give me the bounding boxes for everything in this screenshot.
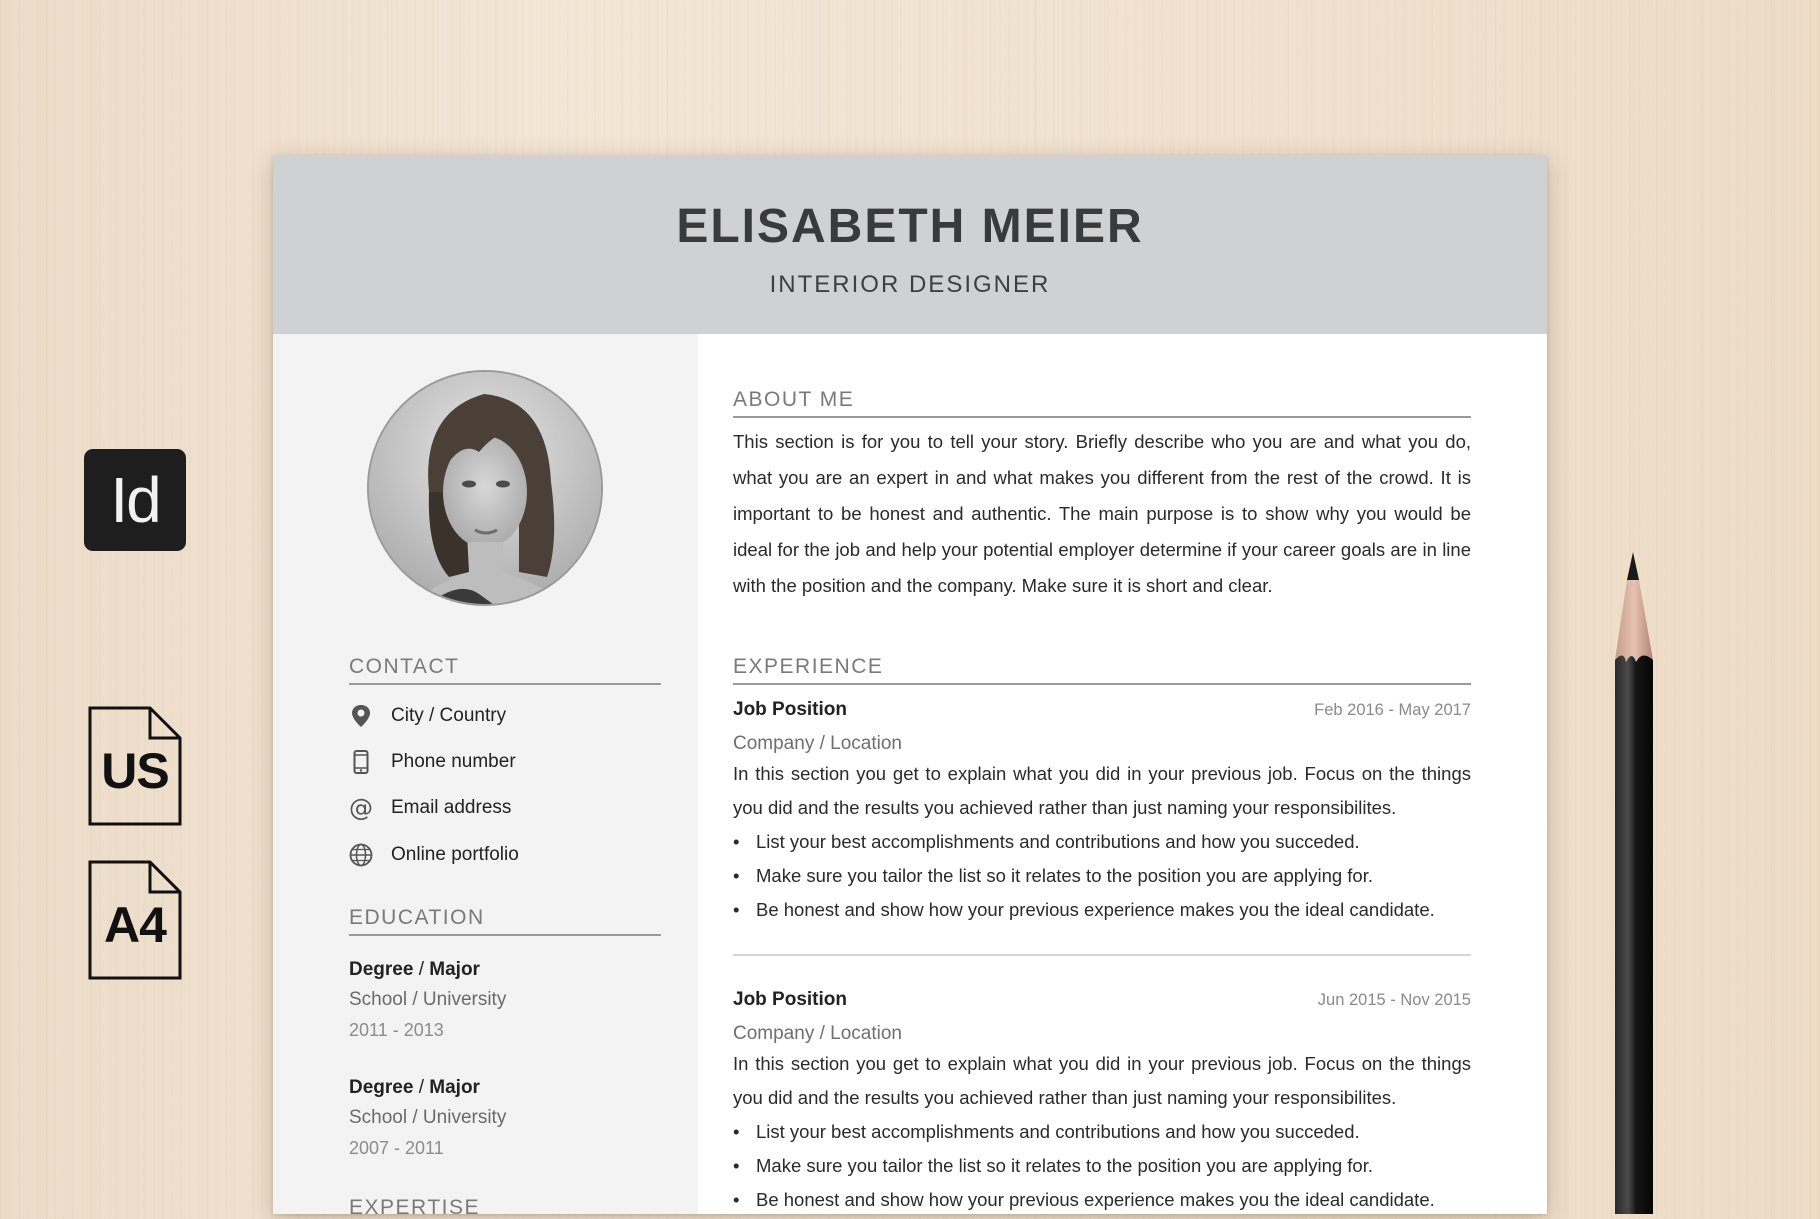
resume-name: ELISABETH MEIER bbox=[676, 200, 1144, 253]
job-title: Job Position bbox=[733, 989, 847, 1010]
job-bullet: • Be honest and show how your previous experience makes you the ideal candidate. bbox=[733, 1189, 1435, 1210]
pencil-decoration bbox=[1606, 550, 1662, 1214]
contact-location-text: City / Country bbox=[391, 705, 507, 726]
job-dates: Feb 2016 - May 2017 bbox=[1314, 701, 1471, 719]
resume-sidebar bbox=[273, 334, 698, 1214]
job-title: Job Position bbox=[733, 699, 847, 720]
experience-heading: EXPERIENCE bbox=[733, 655, 884, 678]
job-divider bbox=[733, 954, 1471, 956]
education-entry bbox=[349, 959, 506, 1041]
resume-role: INTERIOR DESIGNER bbox=[769, 271, 1051, 298]
job-description: In this section you get to explain what you did in your previous job. Focus on the things you did and the results you achieved rather than just naming your responsibilites. bbox=[733, 763, 1471, 818]
job-bullet: • Make sure you tailor the list so it relates to the position you are applying for. bbox=[733, 865, 1373, 886]
job-bullet: • Make sure you tailor the list so it relates to the position you are applying for. bbox=[733, 1155, 1373, 1176]
education-degree: Degree / Major bbox=[349, 1077, 480, 1098]
contact-portfolio-text: Online portfolio bbox=[391, 844, 519, 865]
job-bullets bbox=[733, 1115, 1471, 1214]
about-heading: ABOUT ME bbox=[733, 388, 855, 411]
about-text: This section is for you to tell your story. Briefly describe who you are and what you do, what you are an expert in and what makes you different from the rest of the crowd. It is important to be honest and authentic. The main purpose is to show why you would be ideal for the job and help your potential employer determine if your career goals are in line with the position and the company. Make sure it is short and clear. bbox=[733, 431, 1471, 596]
contact-phone bbox=[349, 747, 516, 777]
education-years: 2007 - 2011 bbox=[349, 1138, 444, 1158]
job-bullets bbox=[733, 825, 1471, 927]
contact-heading: CONTACT bbox=[349, 655, 460, 678]
a4-format-icon bbox=[88, 860, 182, 980]
a4-format-label: A4 bbox=[104, 897, 166, 953]
location-pin-icon bbox=[349, 704, 373, 728]
education-entry bbox=[349, 1077, 506, 1159]
education-degree: Degree / Major bbox=[349, 959, 480, 980]
education-rule bbox=[349, 934, 661, 936]
education-years: 2011 - 2013 bbox=[349, 1020, 444, 1040]
job-bullet: • List your best accomplishments and contributions and how you succeded. bbox=[733, 1121, 1360, 1142]
contact-location bbox=[349, 701, 506, 731]
phone-icon bbox=[349, 750, 373, 774]
indesign-logo-icon bbox=[84, 449, 186, 551]
resume-page bbox=[273, 155, 1547, 1214]
job-bullet: • Be honest and show how your previous experience makes you the ideal candidate. bbox=[733, 899, 1435, 920]
job-dates: Jun 2015 - Nov 2015 bbox=[1317, 991, 1471, 1009]
job-company: Company / Location bbox=[733, 733, 902, 754]
contact-phone-text: Phone number bbox=[391, 751, 516, 772]
job-bullet: • List your best accomplishments and contributions and how you succeded. bbox=[733, 831, 1360, 852]
job-company: Company / Location bbox=[733, 1023, 902, 1044]
contact-rule bbox=[349, 683, 661, 685]
job-entry bbox=[733, 989, 1471, 1214]
profile-photo bbox=[367, 370, 603, 606]
education-heading: EDUCATION bbox=[349, 906, 485, 929]
job-description: In this section you get to explain what you did in your previous job. Focus on the things you did and the results you achieved rather than just naming your responsibilites. bbox=[733, 1053, 1471, 1108]
expertise-heading: EXPERTISE bbox=[349, 1196, 480, 1214]
job-entry bbox=[733, 699, 1471, 927]
education-school: School / University bbox=[349, 989, 507, 1010]
contact-portfolio bbox=[349, 840, 519, 870]
indesign-logo-label: Id bbox=[110, 464, 160, 536]
contact-email-text: Email address bbox=[391, 797, 512, 818]
about-rule bbox=[733, 416, 1471, 418]
contact-email bbox=[349, 793, 511, 823]
education-school: School / University bbox=[349, 1107, 507, 1128]
resume-header bbox=[273, 155, 1547, 334]
globe-icon bbox=[349, 843, 373, 867]
us-format-label: US bbox=[101, 743, 169, 799]
us-letter-format-icon bbox=[88, 706, 182, 826]
at-sign-icon: @ bbox=[349, 794, 373, 822]
experience-rule bbox=[733, 683, 1471, 685]
